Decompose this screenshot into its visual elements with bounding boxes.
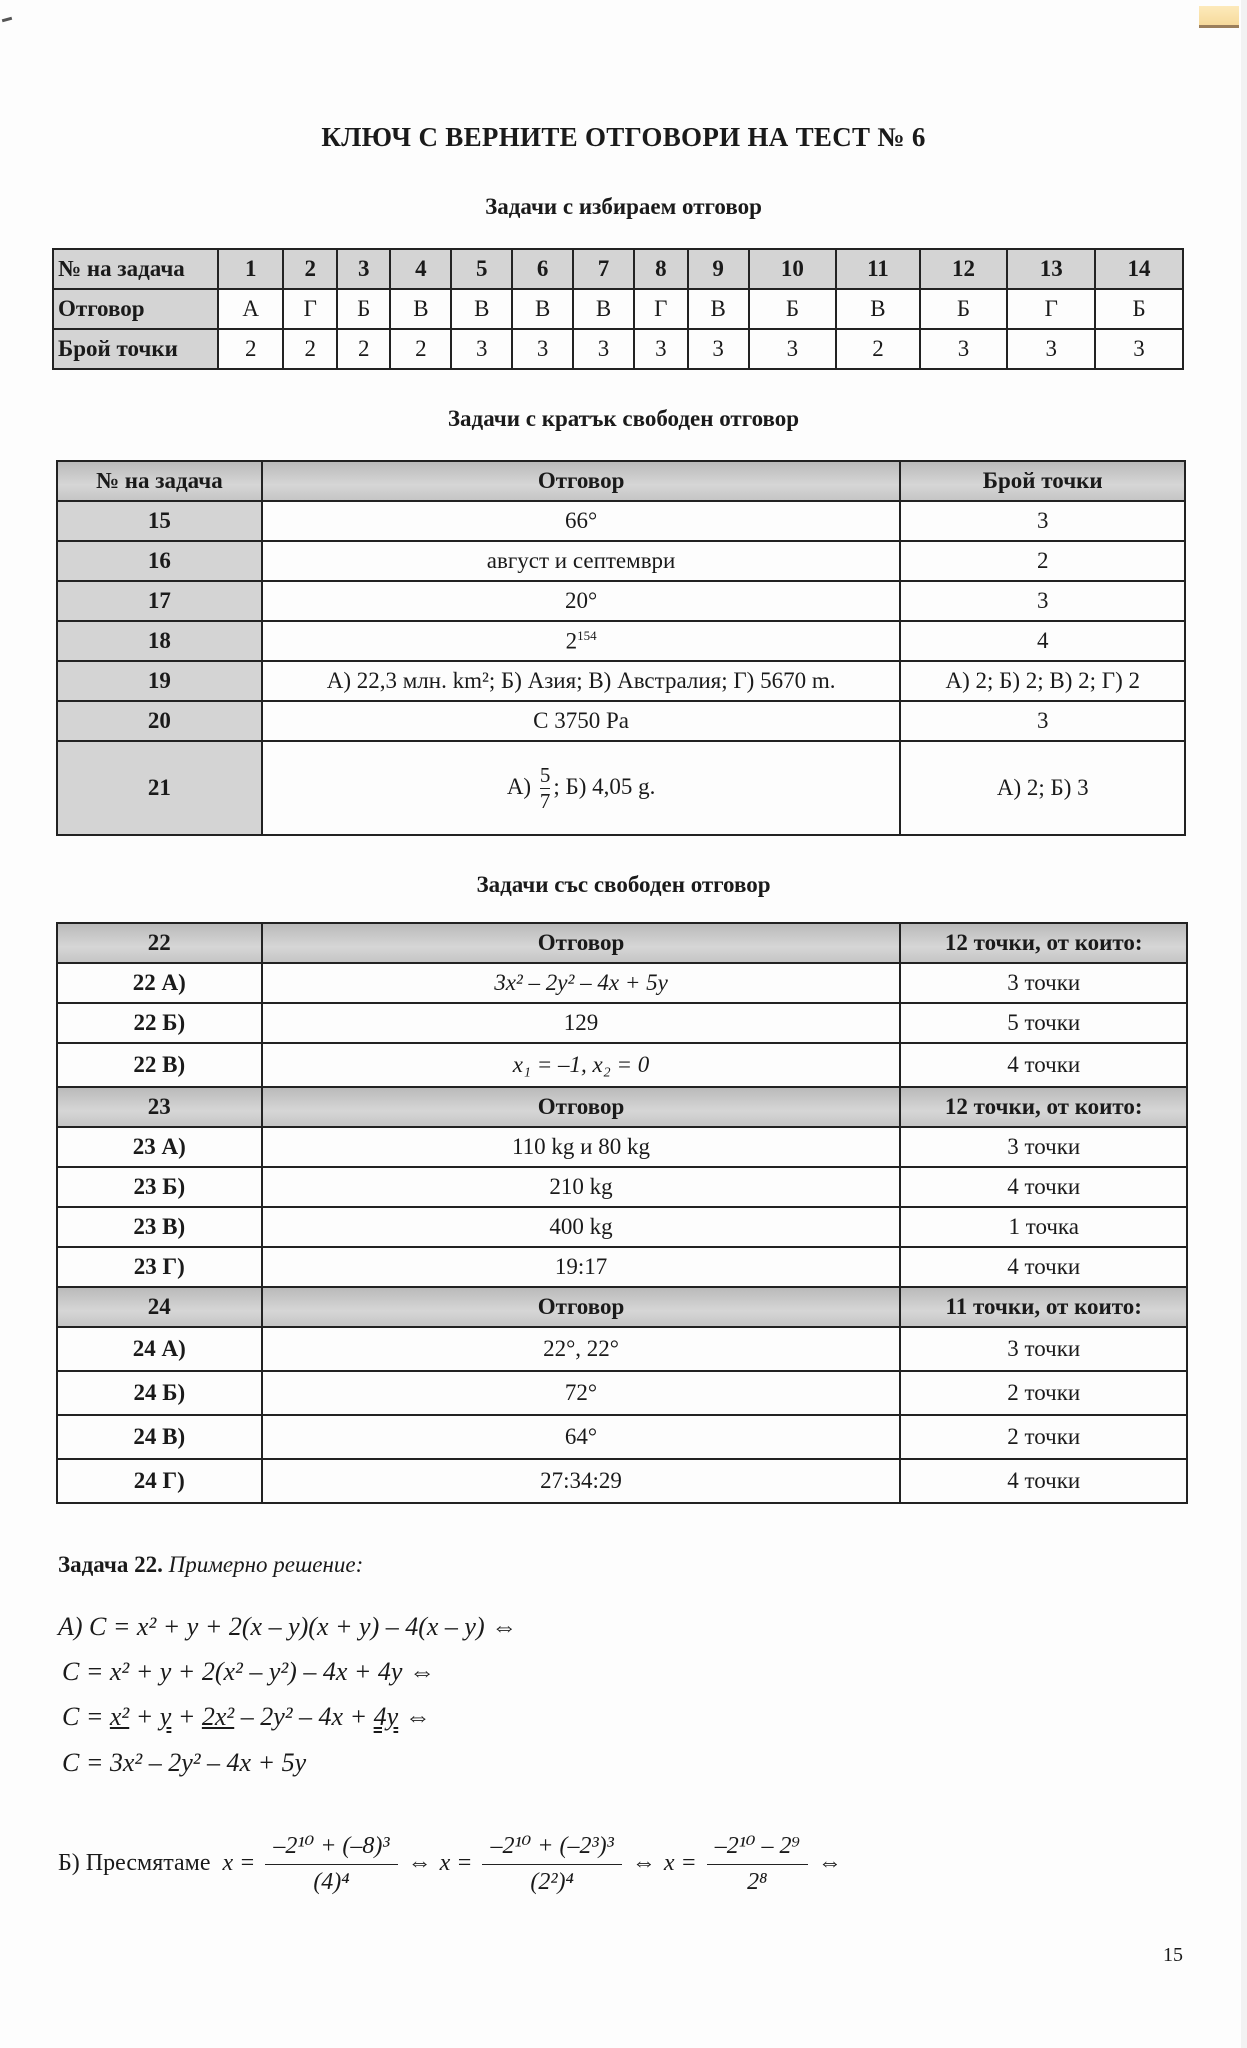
points-cell: 2 bbox=[283, 329, 337, 369]
points-cell: 3 bbox=[749, 329, 837, 369]
answer-cell: 66° bbox=[262, 501, 901, 541]
group-header-row bbox=[57, 923, 1187, 963]
points-cell: 2 точки bbox=[900, 1415, 1187, 1459]
task-number: 4 bbox=[390, 249, 451, 289]
multiple-choice-table bbox=[52, 248, 1184, 370]
points-cell: 1 точка bbox=[900, 1207, 1187, 1247]
short-answer-table bbox=[56, 460, 1186, 836]
points-cell: 3 точки bbox=[900, 1327, 1187, 1371]
expr-part: + bbox=[171, 1702, 202, 1731]
answer-cell: В bbox=[451, 289, 512, 329]
underlined-term: 2x² bbox=[201, 1702, 235, 1731]
answer-cell: В bbox=[512, 289, 573, 329]
fraction bbox=[482, 1831, 621, 1896]
answer-cell: 27:34:29 bbox=[262, 1459, 901, 1503]
solution-line bbox=[62, 1702, 431, 1732]
answer-cell: 19:17 bbox=[262, 1247, 901, 1287]
points-cell: 3 bbox=[451, 329, 512, 369]
answer-cell bbox=[262, 621, 901, 661]
points-cell: 3 точки bbox=[900, 1127, 1187, 1167]
points-cell: 2 bbox=[218, 329, 283, 369]
answer-cell: С 3750 Pa bbox=[262, 701, 901, 741]
power-base: 2 bbox=[565, 628, 578, 654]
task-number: 20 bbox=[57, 701, 262, 741]
answer-cell: x₁ = –1, x₂ = 0 bbox=[262, 1043, 901, 1087]
header-answer: Отговор bbox=[262, 461, 901, 501]
group-points: 11 точки, от които: bbox=[900, 1287, 1187, 1327]
fraction-numerator: –2¹⁰ + (–8)³ bbox=[273, 1832, 390, 1859]
solution-line: C = x² + y + 2(x² – y²) – 4x + 4y ⇔ bbox=[62, 1657, 435, 1686]
group-answer-label: Отговор bbox=[262, 1287, 901, 1327]
answer-cell: Г bbox=[283, 289, 337, 329]
var-eq: x = bbox=[222, 1849, 256, 1876]
group-answer-label: Отговор bbox=[262, 923, 901, 963]
expr-part: ⇔ bbox=[398, 1702, 431, 1731]
table-row bbox=[57, 1167, 1187, 1207]
group-points: 12 точки, от които: bbox=[900, 923, 1187, 963]
table-row bbox=[57, 1247, 1187, 1287]
table-row bbox=[57, 1003, 1187, 1043]
points-cell: 2 bbox=[836, 329, 919, 369]
table-header-row bbox=[57, 461, 1185, 501]
double-underlined-term: y bbox=[159, 1702, 172, 1731]
header-points: Брой точки bbox=[900, 461, 1185, 501]
subtask: 22 Б) bbox=[57, 1003, 262, 1043]
task-number: 21 bbox=[57, 741, 262, 835]
subtask: 23 Б) bbox=[57, 1167, 262, 1207]
equivalence-symbol: ⇔ bbox=[631, 1849, 656, 1876]
answer-cell: 110 kg и 80 kg bbox=[262, 1127, 901, 1167]
points-cell: 5 точки bbox=[900, 1003, 1187, 1043]
answer-cell: 400 kg bbox=[262, 1207, 901, 1247]
table-row bbox=[57, 1371, 1187, 1415]
expr-part: – 2y² – 4x + bbox=[234, 1702, 374, 1731]
answer-cell: Г bbox=[634, 289, 688, 329]
fraction bbox=[539, 762, 551, 813]
equivalence-symbol: ⇔ bbox=[817, 1849, 842, 1876]
answer-prefix: А) bbox=[506, 773, 532, 799]
fraction bbox=[265, 1831, 397, 1896]
fraction-denominator: (2²)⁴ bbox=[530, 1868, 574, 1895]
answer-cell: 72° bbox=[262, 1371, 901, 1415]
group-task: 23 bbox=[57, 1087, 262, 1127]
points-cell: 2 bbox=[337, 329, 390, 369]
answer-cell: 129 bbox=[262, 1003, 901, 1043]
expr-part: + bbox=[129, 1702, 160, 1731]
solution-line: C = 3x² – 2y² – 4x + 5y bbox=[62, 1748, 307, 1777]
answer-cell: Б bbox=[749, 289, 837, 329]
scan-mark bbox=[2, 17, 12, 22]
row-label: № на задача bbox=[53, 249, 218, 289]
points-cell: 2 bbox=[390, 329, 451, 369]
table-row bbox=[57, 621, 1185, 661]
task-number: 19 bbox=[57, 661, 262, 701]
section-title-short-answer: Задачи с кратък свободен отговор bbox=[447, 406, 800, 431]
points-cell: 3 bbox=[900, 501, 1185, 541]
points-cell: 3 bbox=[1095, 329, 1183, 369]
points-cell: 4 точки bbox=[900, 1459, 1187, 1503]
table-row bbox=[57, 963, 1187, 1003]
free-response-table bbox=[56, 922, 1188, 1504]
answer-cell: 20° bbox=[262, 581, 901, 621]
page-title: КЛЮЧ С ВЕРНИТЕ ОТГОВОРИ НА ТЕСТ № 6 bbox=[321, 122, 926, 152]
double-underlined-term: 4y bbox=[373, 1702, 399, 1731]
subtask: 22 А) bbox=[57, 963, 262, 1003]
task-number-row bbox=[53, 249, 1183, 289]
row-label: Отговор bbox=[53, 289, 218, 329]
answer-cell: 210 kg bbox=[262, 1167, 901, 1207]
answer-cell: В bbox=[390, 289, 451, 329]
header-task: № на задача bbox=[57, 461, 262, 501]
table-row bbox=[57, 1327, 1187, 1371]
fraction-numerator: 5 bbox=[539, 762, 551, 787]
task-number: 15 bbox=[57, 501, 262, 541]
points-cell: 3 bbox=[688, 329, 749, 369]
points-cell: 3 bbox=[573, 329, 634, 369]
table-row bbox=[57, 1127, 1187, 1167]
solution-heading bbox=[58, 1552, 363, 1578]
subtask: 22 В) bbox=[57, 1043, 262, 1087]
task-number: 6 bbox=[512, 249, 573, 289]
answer-cell: В bbox=[688, 289, 749, 329]
table-row bbox=[57, 541, 1185, 581]
row-label: Брой точки bbox=[53, 329, 218, 369]
points-cell: 3 bbox=[900, 581, 1185, 621]
group-task: 24 bbox=[57, 1287, 262, 1327]
fraction-numerator: –2¹⁰ – 2⁹ bbox=[714, 1832, 800, 1859]
table-row bbox=[57, 741, 1185, 835]
group-header-row bbox=[57, 1087, 1187, 1127]
subtask: 23 А) bbox=[57, 1127, 262, 1167]
fraction-bar bbox=[707, 1864, 808, 1865]
task-number: 18 bbox=[57, 621, 262, 661]
answer-cell: В bbox=[573, 289, 634, 329]
expr-part: C = bbox=[62, 1702, 110, 1731]
table-row bbox=[57, 661, 1185, 701]
underlined-term: x² bbox=[109, 1702, 130, 1731]
section-title-free-response: Задачи със свободен отговор bbox=[476, 872, 771, 897]
fraction-denominator: 7 bbox=[539, 788, 551, 813]
task-number: 11 bbox=[836, 249, 919, 289]
answer-suffix: ; Б) 4,05 g. bbox=[553, 773, 656, 799]
answer-cell: 22°, 22° bbox=[262, 1327, 901, 1371]
answer-cell: А) 22,3 млн. km²; Б) Азия; В) Австралия; Г) 5670 m. bbox=[262, 661, 901, 701]
points-cell: 2 bbox=[900, 541, 1185, 581]
answer-cell: 3x² – 2y² – 4x + 5y bbox=[262, 963, 901, 1003]
points-cell: 3 bbox=[634, 329, 688, 369]
subtask: 23 Г) bbox=[57, 1247, 262, 1287]
task-number: 13 bbox=[1007, 249, 1095, 289]
task-number: 1 bbox=[218, 249, 283, 289]
subtask: 24 В) bbox=[57, 1415, 262, 1459]
task-number: 14 bbox=[1095, 249, 1183, 289]
points-cell: 3 точки bbox=[900, 963, 1187, 1003]
points-cell: А) 2; Б) 3 bbox=[900, 741, 1185, 835]
group-task: 22 bbox=[57, 923, 262, 963]
section-title-multiple-choice: Задачи с избираем отговор bbox=[485, 194, 762, 219]
answer-cell: Г bbox=[1007, 289, 1095, 329]
answer-cell: 64° bbox=[262, 1415, 901, 1459]
task-number: 12 bbox=[920, 249, 1008, 289]
table-row bbox=[57, 1207, 1187, 1247]
table-row bbox=[57, 1415, 1187, 1459]
points-cell: 3 bbox=[1007, 329, 1095, 369]
points-row bbox=[53, 329, 1183, 369]
answer-cell: Б bbox=[1095, 289, 1183, 329]
table-row bbox=[57, 1043, 1187, 1087]
fraction bbox=[707, 1831, 808, 1896]
answer-cell: август и септември bbox=[262, 541, 901, 581]
group-answer-label: Отговор bbox=[262, 1087, 901, 1127]
table-row bbox=[57, 581, 1185, 621]
equivalence-symbol: ⇔ bbox=[407, 1849, 432, 1876]
points-cell: А) 2; Б) 2; В) 2; Г) 2 bbox=[900, 661, 1185, 701]
points-cell: 4 точки bbox=[900, 1247, 1187, 1287]
task-number: 16 bbox=[57, 541, 262, 581]
sticky-tab bbox=[1199, 6, 1239, 28]
table-row bbox=[57, 501, 1185, 541]
fraction-bar bbox=[482, 1864, 621, 1865]
solution-task-label: Задача 22. bbox=[58, 1552, 163, 1577]
subtask: 23 В) bbox=[57, 1207, 262, 1247]
page-number: 15 bbox=[1163, 1944, 1183, 1966]
task-number: 5 bbox=[451, 249, 512, 289]
answer-cell: А bbox=[218, 289, 283, 329]
points-cell: 4 bbox=[900, 621, 1185, 661]
answer-cell: Б bbox=[337, 289, 390, 329]
subtask: 24 Г) bbox=[57, 1459, 262, 1503]
fraction-denominator: (4)⁴ bbox=[313, 1868, 350, 1895]
task-number: 8 bbox=[634, 249, 688, 289]
task-number: 9 bbox=[688, 249, 749, 289]
answer-cell bbox=[262, 741, 901, 835]
points-cell: 4 точки bbox=[900, 1043, 1187, 1087]
points-cell: 4 точки bbox=[900, 1167, 1187, 1207]
answer-row bbox=[53, 289, 1183, 329]
subtask: 24 А) bbox=[57, 1327, 262, 1371]
group-header-row bbox=[57, 1287, 1187, 1327]
var-eq: x = bbox=[439, 1849, 473, 1876]
part-b-calculation bbox=[58, 1808, 846, 1918]
fraction-denominator: 2⁸ bbox=[747, 1868, 768, 1895]
points-cell: 3 bbox=[900, 701, 1185, 741]
table-row bbox=[57, 701, 1185, 741]
points-cell: 2 точки bbox=[900, 1371, 1187, 1415]
subtask: 24 Б) bbox=[57, 1371, 262, 1415]
points-cell: 3 bbox=[920, 329, 1008, 369]
fraction-bar bbox=[265, 1864, 397, 1865]
solution-subtitle: Примерно решение: bbox=[168, 1552, 364, 1577]
points-cell: 3 bbox=[512, 329, 573, 369]
solution-line: А) C = x² + y + 2(x – y)(x + y) – 4(x – y) ⇔ bbox=[58, 1612, 518, 1641]
task-number: 7 bbox=[573, 249, 634, 289]
task-number: 2 bbox=[283, 249, 337, 289]
fraction-numerator: –2¹⁰ + (–2³)³ bbox=[490, 1832, 614, 1859]
group-points: 12 точки, от които: bbox=[900, 1087, 1187, 1127]
task-number: 17 bbox=[57, 581, 262, 621]
page-edge bbox=[1241, 0, 1247, 2048]
task-number: 10 bbox=[749, 249, 837, 289]
answer-cell: В bbox=[836, 289, 919, 329]
table-row bbox=[57, 1459, 1187, 1503]
part-b-label: Б) Пресмятаме bbox=[58, 1849, 211, 1876]
var-eq: x = bbox=[663, 1849, 697, 1876]
answer-cell: Б bbox=[920, 289, 1008, 329]
task-number: 3 bbox=[337, 249, 390, 289]
power-exponent: 154 bbox=[577, 627, 597, 643]
